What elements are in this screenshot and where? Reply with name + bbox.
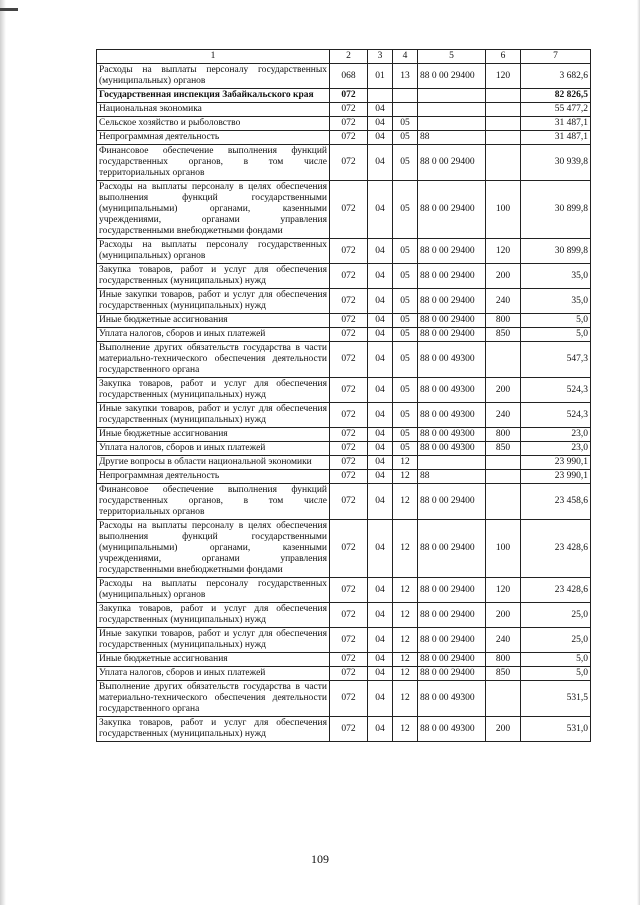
row-name-cell: Закупка товаров, работ и услуг для обеспечения государственных (муниципальных) нужд [97,264,330,289]
table-row [97,403,591,428]
section-code-cell: 04 [368,314,393,328]
amount-cell: 5,0 [521,653,591,667]
row-name-cell: Закупка товаров, работ и услуг для обеспечения государственных (муниципальных) нужд [97,717,330,742]
amount-cell: 55 477,2 [521,103,591,117]
row-name-cell: Уплата налогов, сборов и иных платежей [97,667,330,681]
amount-cell: 23 428,6 [521,520,591,578]
section-code-cell [368,89,393,103]
table-row [97,89,591,103]
target-article-cell: 88 0 00 29400 [418,653,486,667]
amount-cell: 31 487,1 [521,117,591,131]
section-code-cell: 04 [368,717,393,742]
target-article-cell: 88 0 00 29400 [418,520,486,578]
section-code-cell: 04 [368,342,393,378]
admin-code-cell: 072 [330,603,368,628]
row-name-cell: Иные бюджетные ассигнования [97,428,330,442]
expense-type-cell [486,131,521,145]
section-code-cell: 04 [368,428,393,442]
amount-cell: 23,0 [521,442,591,456]
row-name-cell: Национальная экономика [97,103,330,117]
table-row [97,717,591,742]
subsection-code-cell: 12 [393,578,418,603]
scan-mark [0,8,18,11]
table-header-row [97,50,591,64]
amount-cell: 524,3 [521,378,591,403]
admin-code-cell: 072 [330,131,368,145]
row-name-cell: Расходы на выплаты персоналу государственных (муниципальных) органов [97,239,330,264]
section-code-cell: 04 [368,484,393,520]
expense-type-cell [486,89,521,103]
amount-cell: 3 682,6 [521,64,591,89]
subsection-code-cell: 05 [393,378,418,403]
row-name-cell: Иные бюджетные ассигнования [97,653,330,667]
target-article-cell: 88 0 00 29400 [418,328,486,342]
table-body [97,50,591,742]
expense-type-cell [486,456,521,470]
expense-type-cell: 850 [486,442,521,456]
subsection-code-cell [393,89,418,103]
section-code-cell: 04 [368,681,393,717]
table-row [97,681,591,717]
subsection-code-cell: 05 [393,314,418,328]
admin-code-cell: 072 [330,428,368,442]
admin-code-cell: 072 [330,89,368,103]
subsection-code-cell: 05 [393,145,418,181]
section-code-cell: 04 [368,667,393,681]
target-article-cell: 88 0 00 29400 [418,628,486,653]
subsection-code-cell: 05 [393,442,418,456]
section-code-cell: 04 [368,378,393,403]
row-name-cell: Непрограммная деятельность [97,470,330,484]
expense-type-cell [486,117,521,131]
expense-type-cell: 800 [486,653,521,667]
header-cell: 5 [418,50,486,64]
target-article-cell: 88 0 00 29400 [418,667,486,681]
expense-type-cell [486,484,521,520]
row-name-cell: Другие вопросы в области национальной экономики [97,456,330,470]
row-name-cell: Финансовое обеспечение выполнения функций государственных органов, в том числе территориальных органов [97,145,330,181]
subsection-code-cell: 12 [393,717,418,742]
budget-table [96,49,591,742]
table-row [97,289,591,314]
expense-type-cell: 100 [486,181,521,239]
expense-type-cell: 240 [486,628,521,653]
section-code-cell: 04 [368,403,393,428]
expense-type-cell: 100 [486,520,521,578]
subsection-code-cell: 05 [393,403,418,428]
section-code-cell: 04 [368,328,393,342]
table-row [97,470,591,484]
section-code-cell: 04 [368,103,393,117]
row-name-cell: Уплата налогов, сборов и иных платежей [97,442,330,456]
expense-type-cell [486,681,521,717]
target-article-cell [418,103,486,117]
subsection-code-cell [393,103,418,117]
expense-type-cell [486,342,521,378]
target-article-cell: 88 0 00 49300 [418,717,486,742]
target-article-cell: 88 0 00 49300 [418,428,486,442]
table-row [97,328,591,342]
table-row [97,342,591,378]
subsection-code-cell: 05 [393,342,418,378]
amount-cell: 524,3 [521,403,591,428]
table-row [97,484,591,520]
expense-type-cell: 240 [486,403,521,428]
row-name-cell: Иные закупки товаров, работ и услуг для обеспечения государственных (муниципальных) нужд [97,403,330,428]
expense-type-cell [486,470,521,484]
section-code-cell: 04 [368,603,393,628]
row-name-cell: Непрограммная деятельность [97,131,330,145]
admin-code-cell: 072 [330,239,368,264]
table-row [97,653,591,667]
expense-type-cell: 120 [486,578,521,603]
section-code-cell: 04 [368,456,393,470]
amount-cell: 25,0 [521,628,591,653]
section-code-cell: 04 [368,470,393,484]
subsection-code-cell: 12 [393,653,418,667]
admin-code-cell: 072 [330,653,368,667]
target-article-cell [418,456,486,470]
target-article-cell: 88 [418,470,486,484]
amount-cell: 30 899,8 [521,239,591,264]
amount-cell: 23 428,6 [521,578,591,603]
target-article-cell: 88 0 00 49300 [418,342,486,378]
row-name-cell: Иные закупки товаров, работ и услуг для обеспечения государственных (муниципальных) нужд [97,628,330,653]
subsection-code-cell: 05 [393,181,418,239]
table-row [97,628,591,653]
admin-code-cell: 072 [330,484,368,520]
admin-code-cell: 072 [330,328,368,342]
amount-cell: 23 990,1 [521,470,591,484]
expense-type-cell: 800 [486,314,521,328]
expense-type-cell: 200 [486,717,521,742]
amount-cell: 31 487,1 [521,131,591,145]
target-article-cell: 88 0 00 29400 [418,239,486,264]
target-article-cell: 88 0 00 29400 [418,484,486,520]
header-cell: 6 [486,50,521,64]
section-code-cell: 04 [368,442,393,456]
header-cell: 3 [368,50,393,64]
subsection-code-cell: 05 [393,131,418,145]
table-row [97,314,591,328]
target-article-cell: 88 0 00 49300 [418,403,486,428]
admin-code-cell: 072 [330,667,368,681]
admin-code-cell: 072 [330,520,368,578]
row-name-cell: Уплата налогов, сборов и иных платежей [97,328,330,342]
row-name-cell: Выполнение других обязательств государства в части материально-технического обеспечения деятельности государственного органа [97,681,330,717]
row-name-cell: Финансовое обеспечение выполнения функций государственных органов, в том числе территориальных органов [97,484,330,520]
target-article-cell: 88 0 00 49300 [418,378,486,403]
expense-type-cell: 200 [486,378,521,403]
admin-code-cell: 072 [330,117,368,131]
row-name-cell: Государственная инспекция Забайкальского края [97,89,330,103]
row-name-cell: Закупка товаров, работ и услуг для обеспечения государственных (муниципальных) нужд [97,378,330,403]
admin-code-cell: 072 [330,442,368,456]
subsection-code-cell: 05 [393,328,418,342]
subsection-code-cell: 12 [393,456,418,470]
target-article-cell: 88 0 00 29400 [418,603,486,628]
section-code-cell: 04 [368,145,393,181]
section-code-cell: 01 [368,64,393,89]
admin-code-cell: 072 [330,378,368,403]
table-row [97,520,591,578]
target-article-cell: 88 0 00 29400 [418,264,486,289]
subsection-code-cell: 12 [393,603,418,628]
admin-code-cell: 072 [330,342,368,378]
expense-type-cell: 800 [486,428,521,442]
admin-code-cell: 072 [330,403,368,428]
expense-type-cell: 200 [486,264,521,289]
header-cell: 2 [330,50,368,64]
header-cell: 7 [521,50,591,64]
admin-code-cell: 068 [330,64,368,89]
amount-cell: 531,0 [521,717,591,742]
section-code-cell: 04 [368,239,393,264]
amount-cell: 23 458,6 [521,484,591,520]
table-row [97,181,591,239]
table-row [97,442,591,456]
amount-cell: 25,0 [521,603,591,628]
table-row [97,103,591,117]
admin-code-cell: 072 [330,103,368,117]
row-name-cell: Выполнение других обязательств государства в части материально-технического обеспечения деятельности государственного органа [97,342,330,378]
admin-code-cell: 072 [330,145,368,181]
expense-type-cell: 120 [486,239,521,264]
expense-type-cell [486,103,521,117]
admin-code-cell: 072 [330,717,368,742]
target-article-cell: 88 0 00 29400 [418,289,486,314]
target-article-cell: 88 0 00 29400 [418,64,486,89]
expense-type-cell: 200 [486,603,521,628]
subsection-code-cell: 13 [393,64,418,89]
amount-cell: 23 990,1 [521,456,591,470]
target-article-cell: 88 [418,131,486,145]
admin-code-cell: 072 [330,264,368,289]
subsection-code-cell: 12 [393,628,418,653]
expense-type-cell: 850 [486,328,521,342]
row-name-cell: Сельское хозяйство и рыболовство [97,117,330,131]
amount-cell: 30 899,8 [521,181,591,239]
target-article-cell: 88 0 00 49300 [418,681,486,717]
subsection-code-cell: 12 [393,484,418,520]
amount-cell: 35,0 [521,289,591,314]
amount-cell: 23,0 [521,428,591,442]
subsection-code-cell: 12 [393,667,418,681]
expense-type-cell: 240 [486,289,521,314]
table-row [97,456,591,470]
section-code-cell: 04 [368,520,393,578]
target-article-cell [418,117,486,131]
subsection-code-cell: 05 [393,264,418,289]
admin-code-cell: 072 [330,470,368,484]
table-row [97,378,591,403]
subsection-code-cell: 12 [393,681,418,717]
row-name-cell: Расходы на выплаты персоналу государственных (муниципальных) органов [97,578,330,603]
section-code-cell: 04 [368,653,393,667]
section-code-cell: 04 [368,628,393,653]
table-row [97,239,591,264]
header-cell: 1 [97,50,330,64]
section-code-cell: 04 [368,289,393,314]
row-name-cell: Расходы на выплаты персоналу в целях обеспечения выполнения функций государственными (муниципальными) органами, казенными учреждениями, органами управления государственными внебюджетными фондами [97,181,330,239]
subsection-code-cell: 05 [393,239,418,264]
subsection-code-cell: 05 [393,117,418,131]
admin-code-cell: 072 [330,628,368,653]
amount-cell: 30 939,8 [521,145,591,181]
amount-cell: 35,0 [521,264,591,289]
expense-type-cell: 850 [486,667,521,681]
target-article-cell: 88 0 00 29400 [418,145,486,181]
amount-cell: 531,5 [521,681,591,717]
target-article-cell: 88 0 00 29400 [418,314,486,328]
table-row [97,578,591,603]
target-article-cell: 88 0 00 29400 [418,181,486,239]
scan-edge-left [0,0,6,905]
section-code-cell: 04 [368,578,393,603]
amount-cell: 5,0 [521,314,591,328]
header-cell: 4 [393,50,418,64]
row-name-cell: Иные закупки товаров, работ и услуг для обеспечения государственных (муниципальных) нужд [97,289,330,314]
target-article-cell: 88 0 00 49300 [418,442,486,456]
subsection-code-cell: 12 [393,520,418,578]
admin-code-cell: 072 [330,314,368,328]
expense-type-cell [486,145,521,181]
section-code-cell: 04 [368,264,393,289]
amount-cell: 82 826,5 [521,89,591,103]
row-name-cell: Закупка товаров, работ и услуг для обеспечения государственных (муниципальных) нужд [97,603,330,628]
admin-code-cell: 072 [330,681,368,717]
subsection-code-cell: 12 [393,470,418,484]
amount-cell: 5,0 [521,328,591,342]
table-row [97,603,591,628]
section-code-cell: 04 [368,117,393,131]
subsection-code-cell: 05 [393,289,418,314]
amount-cell: 547,3 [521,342,591,378]
admin-code-cell: 072 [330,456,368,470]
page-number: 109 [311,852,329,866]
row-name-cell: Иные бюджетные ассигнования [97,314,330,328]
table-row [97,667,591,681]
section-code-cell: 04 [368,131,393,145]
admin-code-cell: 072 [330,289,368,314]
table-row [97,131,591,145]
row-name-cell: Расходы на выплаты персоналу в целях обеспечения выполнения функций государственными (муниципальными) органами, казенными учреждениями, органами управления государственными внебюджетными фондами [97,520,330,578]
admin-code-cell: 072 [330,181,368,239]
section-code-cell: 04 [368,181,393,239]
table-row [97,117,591,131]
target-article-cell [418,89,486,103]
subsection-code-cell: 05 [393,428,418,442]
amount-cell: 5,0 [521,667,591,681]
table-row [97,145,591,181]
row-name-cell: Расходы на выплаты персоналу государственных (муниципальных) органов [97,64,330,89]
target-article-cell: 88 0 00 29400 [418,578,486,603]
table-row [97,428,591,442]
admin-code-cell: 072 [330,578,368,603]
expense-type-cell: 120 [486,64,521,89]
table-row [97,64,591,89]
table-row [97,264,591,289]
